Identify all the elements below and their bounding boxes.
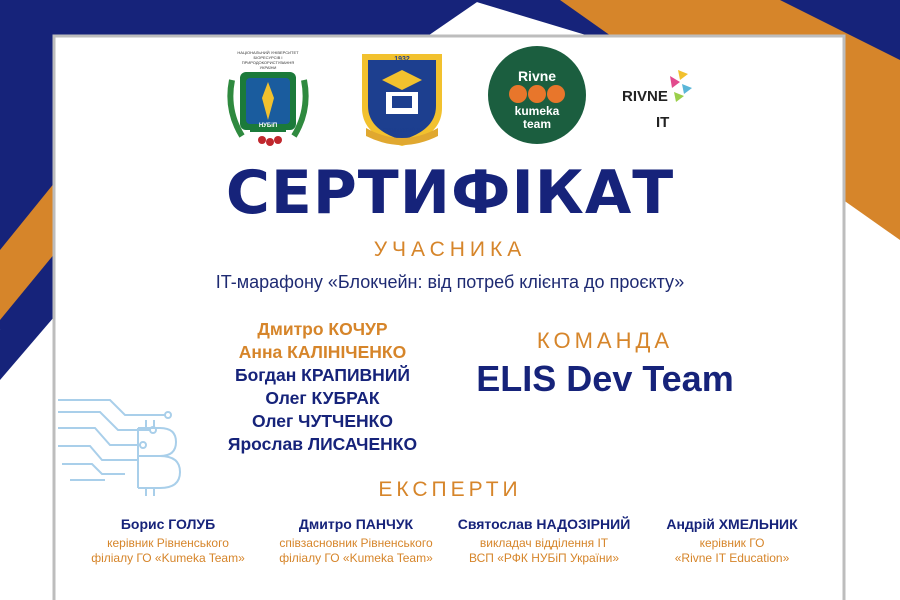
rivne-it-logo-line2: IT <box>656 114 670 131</box>
expert-card <box>652 516 812 566</box>
participant-name: Ярослав ЛИСАЧЕНКО <box>227 434 418 454</box>
expert-role <box>264 536 448 566</box>
college-logo-year: 1932 <box>394 56 410 63</box>
participant-name: Дмитро КОЧУР <box>257 319 388 339</box>
team-name: ELIS Dev Team <box>476 358 734 399</box>
team-label: КОМАНДА <box>536 328 674 353</box>
expert-role-line: філіалу ГО «Kumeka Team» <box>91 551 245 565</box>
participant-name: Олег ЧУТЧЕНКО <box>252 411 393 431</box>
kumeka-logo-line3: team <box>522 117 551 131</box>
rivne-it-logo-line1: RIVNE <box>622 88 668 105</box>
expert-name: Андрій ХМЕЛЬНИК <box>666 516 798 532</box>
experts-label: ЕКСПЕРТИ <box>378 478 522 501</box>
certificate-title: СЕРТИФІКАТ <box>225 158 675 228</box>
expert-card <box>264 516 448 566</box>
nubip-logo <box>222 50 314 150</box>
event-description: IT-марафону «Блокчейн: від потреб клієнта до проєкту» <box>215 272 685 292</box>
expert-name: Борис ГОЛУБ <box>120 516 216 532</box>
expert-role-line: керівник ГО <box>699 536 765 550</box>
participant-name: Олег КУБРАК <box>265 388 380 408</box>
participant-name: Анна КАЛІНІЧЕНКО <box>238 342 407 362</box>
expert-role-line: філіалу ГО «Kumeka Team» <box>279 551 433 565</box>
college-logo <box>356 48 448 148</box>
expert-card <box>78 516 258 566</box>
nubip-logo-caption: НУБіП <box>258 123 278 129</box>
participants-list <box>180 318 465 456</box>
expert-role-line: співзасновник Рівненського <box>279 536 433 550</box>
kumeka-logo-line2: kumeka <box>514 104 560 118</box>
college-logo-caption: НУБіП УКРАЇНИ <box>383 128 421 134</box>
nubip-logo-top-text: НАЦІОНАЛЬНИЙ УНІВЕРСИТЕТ БІОРЕСУРСІВ І ПРИРОДОКОРИСТУВАННЯ УКРАЇНИ <box>237 50 299 70</box>
expert-role-line: керівник Рівненського <box>107 536 229 550</box>
rivne-it-logo <box>614 66 704 136</box>
expert-card <box>450 516 638 566</box>
expert-role <box>450 536 638 566</box>
certificate-subtitle: УЧАСНИКА <box>373 238 527 261</box>
expert-role-line: викладач відділення ІТ <box>479 536 609 550</box>
expert-name: Святослав НАДОЗІРНИЙ <box>457 516 631 532</box>
kumeka-logo-line1: Rivne <box>517 68 557 84</box>
participant-name: Богдан КРАПИВНИЙ <box>235 365 410 385</box>
expert-name: Дмитро ПАНЧУК <box>298 516 414 532</box>
expert-role-line: «Rivne IT Education» <box>674 551 790 565</box>
expert-role <box>652 536 812 566</box>
expert-role <box>78 536 258 566</box>
expert-role-line: ВСП «РФК НУБіП України» <box>468 551 620 565</box>
kumeka-logo <box>488 46 586 144</box>
